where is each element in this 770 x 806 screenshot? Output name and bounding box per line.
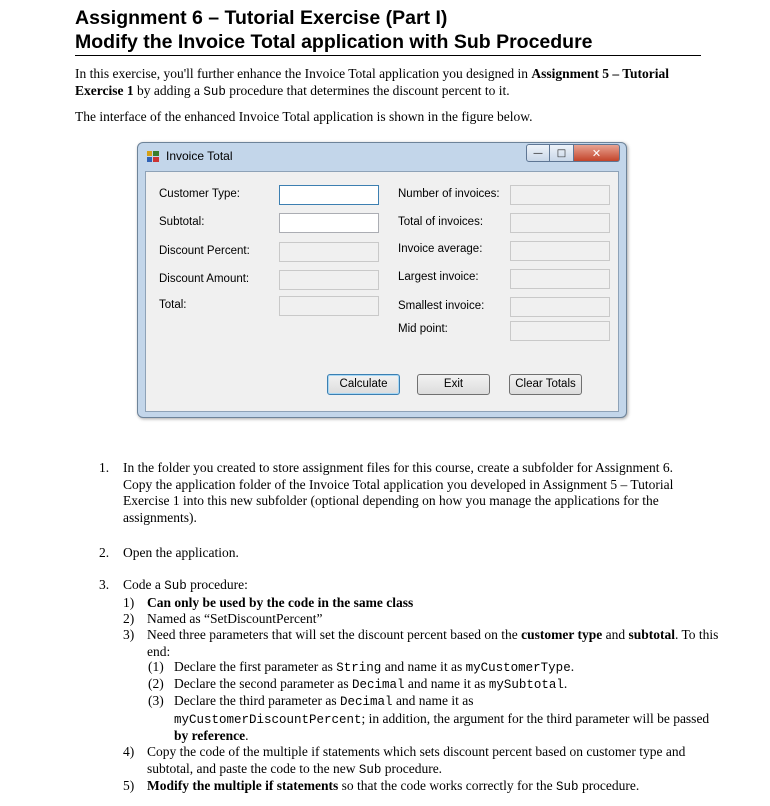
mid-point-label: Mid point: [398,323,448,335]
minimize-button[interactable]: — [526,144,550,162]
total-label: Total: [159,299,187,311]
page-subtitle: Modify the Invoice Total application with Sub Procedure [75,31,593,53]
title-rule [75,55,701,56]
step-text: Open the application. [123,545,239,560]
step-number: 1. [99,460,110,475]
total-field [279,296,379,316]
interface-paragraph: The interface of the enhanced Invoice Total application is shown in the figure below. [75,109,533,124]
mid-point-field [510,321,610,341]
largest-invoice-field [510,269,610,289]
step-number: 3. [99,577,110,592]
smallest-invoice-field [510,297,610,317]
invoice-average-label: Invoice average: [398,243,483,255]
maximize-button[interactable]: □ [550,144,574,162]
exit-button[interactable]: Exit [417,374,490,395]
invoice-total-window [137,142,627,418]
customer-type-input[interactable] [279,185,379,205]
form-icon [147,151,159,162]
window-controls [526,144,620,162]
calculate-button[interactable]: Calculate [327,374,400,395]
number-of-invoices-field [510,185,610,205]
clear-totals-button[interactable]: Clear Totals [509,374,582,395]
smallest-invoice-label: Smallest invoice: [398,300,485,312]
total-of-invoices-label: Total of invoices: [398,216,484,228]
largest-invoice-label: Largest invoice: [398,271,479,283]
step-text: In the folder you created to store assignment files for this course, create a subfolder for Assignment 6. Copy the application folder of the Invoice Total application you developed in Assignment 5 – Tutorial Exercise 1 into this new subfolder (optional depending on how you manage the applications for the assignments). [123,460,674,525]
total-of-invoices-field [510,213,610,233]
form-client-area [145,171,619,412]
window-titlebar[interactable] [138,143,626,170]
subtotal-label: Subtotal: [159,216,205,228]
step-number: 2. [99,545,110,560]
number-of-invoices-label: Number of invoices: [398,188,500,200]
customer-type-label: Customer Type: [159,188,240,200]
invoice-average-field [510,241,610,261]
intro-paragraph: In this exercise, you'll further enhance the Invoice Total application you designed in Assignment 5 – Tutorial Exercise 1 by adding a Sub procedure that determines the discount percent to it. [75,66,669,99]
step-text: Code a Sub procedure: [123,577,248,593]
discount-percent-field [279,242,379,262]
discount-amount-label: Discount Amount: [159,273,250,285]
close-button[interactable]: ✕ [574,144,620,162]
discount-percent-label: Discount Percent: [159,245,250,257]
discount-amount-field [279,270,379,290]
subtotal-input[interactable] [279,213,379,233]
page-title: Assignment 6 – Tutorial Exercise (Part I) [75,7,448,29]
window-title: Invoice Total [166,149,233,163]
